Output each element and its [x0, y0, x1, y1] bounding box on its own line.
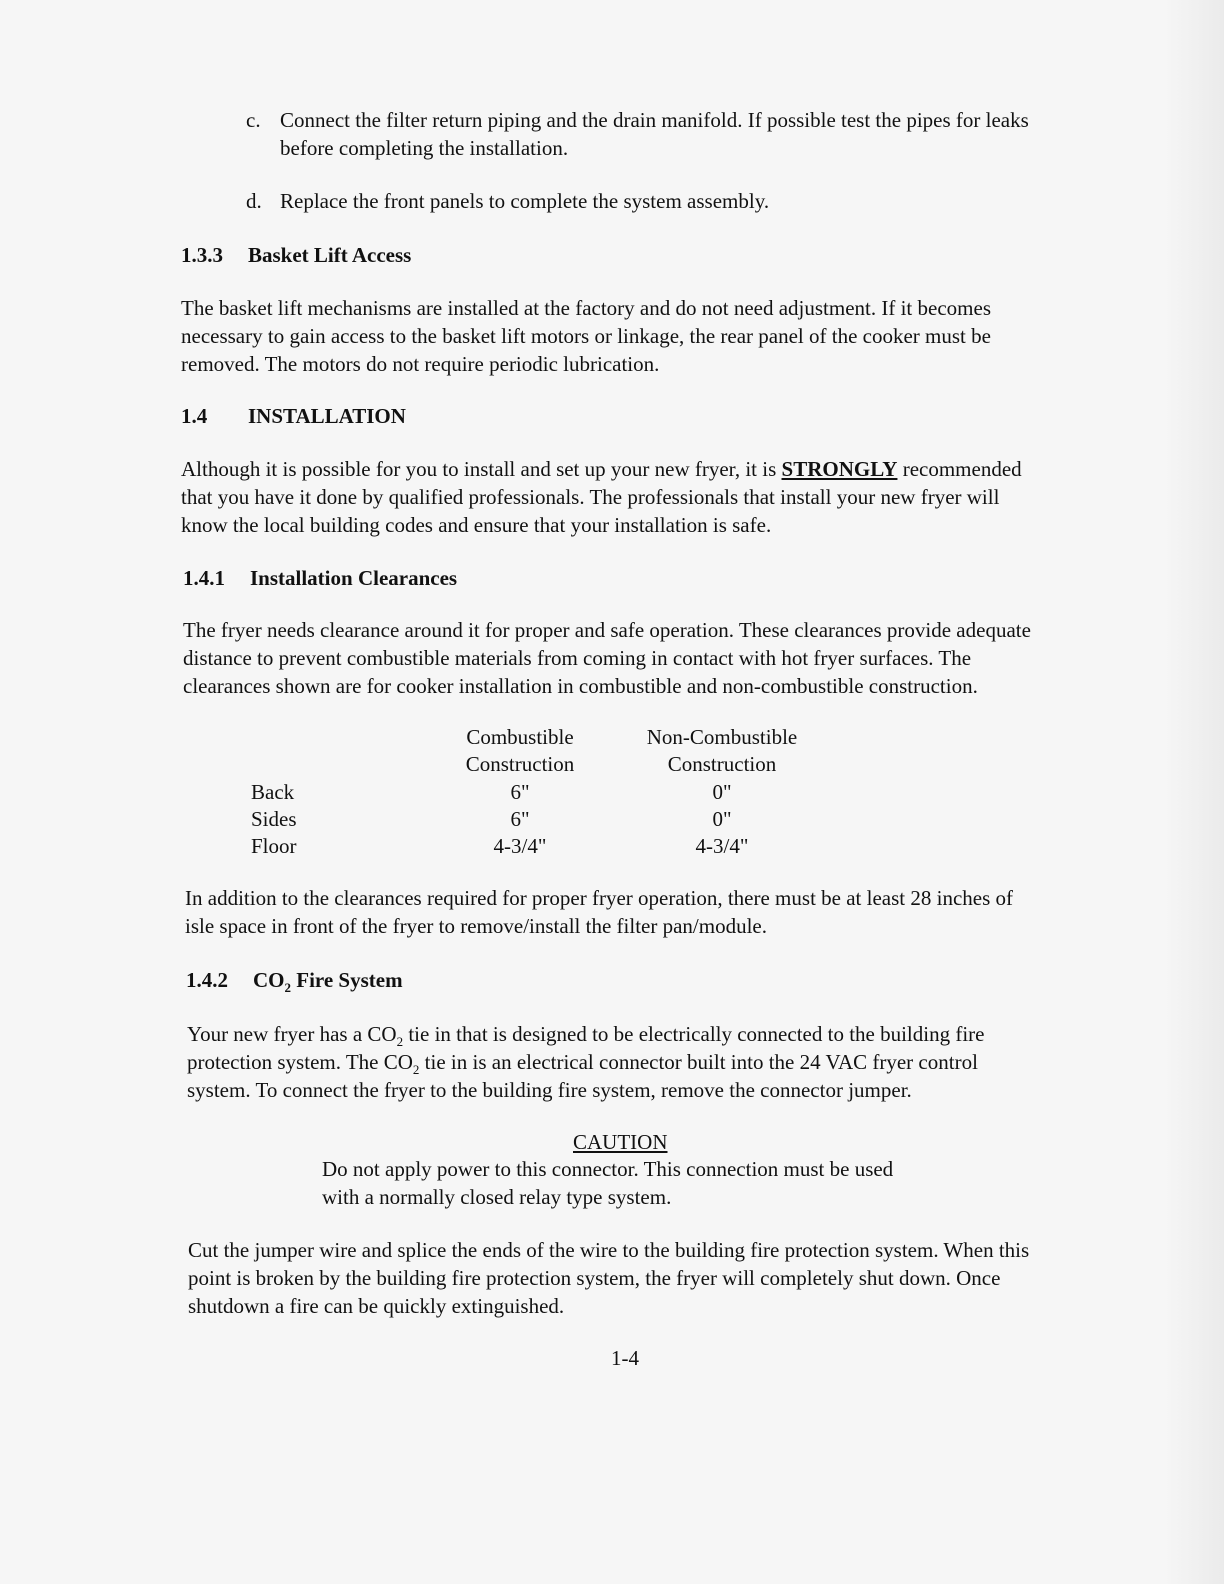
paragraph-clearances — [183, 616, 1063, 700]
step-c — [246, 106, 1066, 166]
text-line: that you have it done by qualified professionals. The professionals that install your new fryer will — [181, 485, 1000, 509]
text-line: distance to prevent combustible materials from coming in contact with hot fryer surfaces. The — [183, 646, 972, 670]
text-run: CO — [253, 968, 285, 992]
text-line: In addition to the clearances required for proper fryer operation, there must be at least 28 inches of — [185, 886, 1014, 910]
cell-back-combustible: 6" — [510, 780, 530, 804]
header-line: Construction — [465, 752, 575, 776]
text-line: clearances shown are for cooker installation in combustible and non-combustible construction. — [183, 674, 978, 698]
text-line: removed. The motors do not require periodic lubrication. — [181, 352, 660, 376]
row-label-back: Back — [251, 780, 295, 804]
cell-sides-non-combustible: 0" — [712, 807, 732, 831]
header-line: Combustible — [466, 725, 574, 749]
heading-1-4 — [181, 404, 406, 429]
cell-sides-combustible: 6" — [510, 807, 530, 831]
subscript: 2 — [412, 1062, 420, 1077]
heading-1-3-3 — [181, 243, 411, 268]
section-title — [253, 968, 403, 995]
header-line: Non-Combustible — [646, 725, 798, 749]
paragraph-installation — [181, 455, 1061, 539]
paragraph-isle-space — [185, 884, 1065, 940]
heading-1-4-2 — [186, 968, 403, 993]
text-line — [187, 1020, 1067, 1048]
row-label-sides: Sides — [251, 807, 297, 831]
text-line: The basket lift mechanisms are installed at the factory and do not need adjustment. If it becomes — [181, 296, 991, 320]
cell-back-non-combustible: 0" — [712, 780, 732, 804]
text-run: protection system. The CO — [187, 1050, 413, 1074]
page-number: 1-4 — [611, 1346, 639, 1370]
text-line: before completing the installation. — [280, 136, 569, 160]
row-label-floor: Floor — [251, 834, 297, 858]
section-title: Installation Clearances — [250, 566, 458, 590]
heading-1-4-1 — [183, 566, 457, 591]
step-d — [246, 187, 1066, 217]
text-line: point is broken by the building fire protection system, the fryer will completely shut down. Once — [188, 1266, 1001, 1290]
col-header-combustible — [440, 724, 600, 778]
cell-floor-non-combustible: 4-3/4" — [695, 834, 749, 858]
section-number: 1.4.1 — [183, 566, 225, 590]
text-line: know the local building codes and ensure that your installation is safe. — [181, 513, 772, 537]
text-line: Cut the jumper wire and splice the ends of the wire to the building fire protection system. When this — [188, 1238, 1030, 1262]
section-title: Basket Lift Access — [248, 243, 412, 267]
text-line: Replace the front panels to complete the system assembly. — [280, 189, 770, 213]
text-run: Fire System — [291, 968, 403, 992]
text-line: system. To connect the fryer to the building fire system, remove the connector jumper. — [187, 1078, 912, 1102]
text-line: shutdown a fire can be quickly extinguished. — [188, 1294, 565, 1318]
text-line: Connect the filter return piping and the drain manifold. If possible test the pipes for leaks — [280, 108, 1029, 132]
text-run: Although it is possible for you to install and set up your new fryer, it is — [181, 457, 782, 481]
text-line: isle space in front of the fryer to remove/install the filter pan/module. — [185, 914, 767, 938]
section-number: 1.4.2 — [186, 968, 228, 992]
step-marker: c. — [246, 108, 261, 132]
step-text — [280, 187, 769, 215]
subscript: 2 — [396, 1034, 404, 1049]
text-run: tie in that is designed to be electrically connected to the building fire — [403, 1022, 985, 1046]
text-run: tie in is an electrical connector built into the 24 VAC fryer control — [419, 1050, 978, 1074]
section-number: 1.4 — [181, 404, 208, 428]
col-header-non-combustible — [622, 724, 822, 778]
clearance-table — [0, 724, 1224, 864]
step-text — [280, 106, 1029, 162]
text-line: necessary to gain access to the basket lift motors or linkage, the rear panel of the cooker must be — [181, 324, 991, 348]
text-line — [187, 1048, 1067, 1076]
text-line: The fryer needs clearance around it for proper and safe operation. These clearances provide adequate — [183, 618, 1031, 642]
text-run: Your new fryer has a CO — [187, 1022, 397, 1046]
header-line: Construction — [667, 752, 777, 776]
section-number: 1.3.3 — [181, 243, 223, 267]
paragraph-co2-system — [187, 1020, 1067, 1104]
step-marker: d. — [246, 189, 262, 213]
caution-title: CAUTION — [573, 1130, 668, 1154]
text-line: with a normally closed relay type system. — [322, 1185, 672, 1209]
subscript: 2 — [284, 980, 291, 995]
section-title: INSTALLATION — [248, 404, 406, 428]
text-line — [181, 455, 1061, 483]
cell-floor-combustible: 4-3/4" — [493, 834, 547, 858]
text-run: recommended — [897, 457, 1022, 481]
text-line: Do not apply power to this connector. This connection must be used — [322, 1157, 894, 1181]
paragraph-jumper-wire — [188, 1236, 1068, 1320]
emphasis-strongly: STRONGLY — [781, 457, 898, 481]
caution-text — [322, 1155, 962, 1211]
paragraph-basket-lift — [181, 294, 1061, 378]
